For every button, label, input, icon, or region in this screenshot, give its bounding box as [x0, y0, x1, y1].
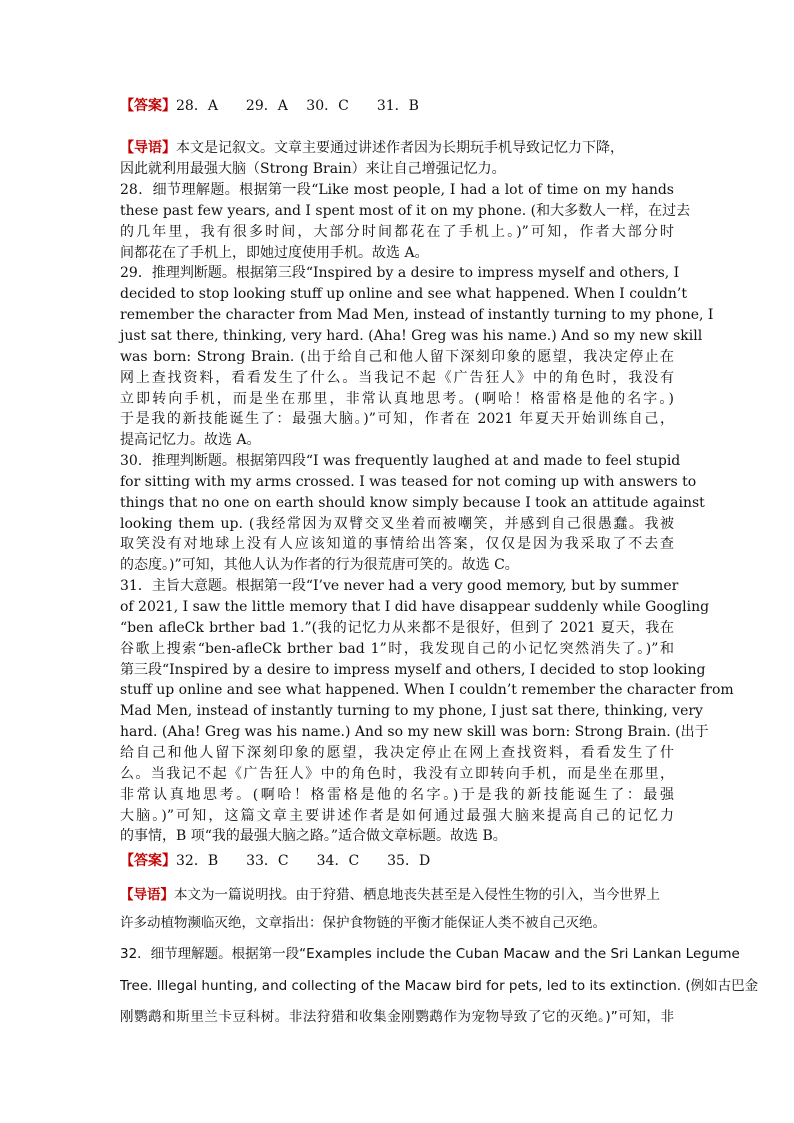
intro2-line-2: 许多动植物濒临灭绝，文章指出：保护食物链的平衡才能保证人类不被自己灭绝。: [120, 915, 606, 931]
text-line: Tree. Illegal hunting, and collecting of the Macaw bird for pets, led to its extinction. (例如古巴金: [120, 977, 759, 994]
text-line: 30．推理判断题。根据第四段“I was frequently laughed at and made to feel stupid: [120, 453, 681, 470]
text-line: 的事情，B 项“我的最强大脑之路。”适合做文章标题。故选 B。: [120, 828, 507, 845]
text-line: “ben afleCk brther bad 1.”(我的记忆力从来都不是很好，但到了 2021 夏天，我在: [120, 619, 674, 636]
text-line: 32．细节理解题。根据第一段“Examples include the Cuban Macaw and the Sri Lankan Legume: [120, 946, 740, 962]
text-line: 28．细节理解题。根据第一段“Like most people, I had a lot of time on my hands: [120, 182, 674, 198]
text-line: 网上查找资料，看看发生了什么。当我记不起《广告狂人》中的角色时，我没有: [120, 369, 674, 386]
text-line: hard. (Aha! Greg was his name.) And so my new skill was born: Strong Brain. (出于: [120, 724, 709, 741]
text-line: 立即转向手机，而是坐在那里，非常认真地思考。(啊哈！格雷格是他的名字。): [120, 390, 674, 407]
text-line: just sat there, thinking, very hard. (Aha! Greg was his name.) And so my new skill: [120, 327, 703, 344]
intro-text: 本文为一篇说明找。由于狩猎、栖息地丧失甚至是入侵性生物的引入，当今世界上: [174, 887, 660, 903]
text-line: 第三段“Inspired by a desire to impress myself and others, I decided to stop looking: [120, 661, 706, 678]
text-line: was born: Strong Brain. (出于给自己和他人留下深刻印象的愿望，我决定停止在: [120, 348, 674, 365]
text-line: 31．主旨大意题。根据第一段“I’ve never had a very good memory, but by summer: [120, 578, 679, 595]
answer-values: 28．A 29．A 30．C 31．B: [176, 98, 419, 114]
text-line: for sitting with my arms crossed. I was teased for not coming up with answers to: [120, 473, 697, 490]
answer-tag: 【答案】: [120, 853, 176, 869]
text-line: 的态度。)”可知，其他人认为作者的行为很荒唐可笑的。故选 C。: [120, 557, 519, 574]
text-line: looking them up. (我经常因为双臂交叉坐着而被嘲笑，并感到自己很愚蠢。我被: [120, 515, 674, 532]
answer-line-32-35: [120, 851, 430, 871]
text-line: these past few years, and I spent most of it on my phone. (和大多数人一样，在过去: [120, 202, 691, 219]
text-line: 谷歌上搜索“ben-afleCk brther bad 1”时，我发现自己的小记忆突然消失了。)”和: [120, 640, 674, 657]
text-line: 取笑没有对地球上没有人应该知道的事情给出答案，仅仅是因为我采取了不去查: [120, 536, 674, 553]
text-line: stuff up online and see what happened. When I couldn’t remember the character from: [120, 682, 734, 699]
intro-line-1: [120, 138, 624, 158]
text-line: 于是我的新技能诞生了：最强大脑。)”可知，作者在 2021 年夏天开始训练自己，: [120, 411, 674, 428]
answer-tag: 【答案】: [120, 98, 176, 114]
text-line: Mad Men, instead of instantly turning to my phone, I just sat there, thinking, very: [120, 703, 703, 720]
text-line: 么。当我记不起《广告狂人》中的角色时，我没有立即转向手机，而是坐在那里，: [120, 765, 674, 782]
text-line: 29．推理判断题。根据第三段“Inspired by a desire to impress myself and others, I: [120, 265, 680, 282]
answer-values: 32．B 33．C 34．C 35．D: [176, 853, 431, 869]
intro-text: 本文是记叙文。文章主要通过讲述作者因为长期玩手机导致记忆力下降，: [176, 140, 624, 156]
intro2-line-1: [120, 885, 660, 905]
text-line: 提高记忆力。故选 A。: [120, 432, 261, 449]
text-line: 给自己和他人留下深刻印象的愿望，我决定停止在网上查找资料，看看发生了什: [120, 744, 674, 761]
intro-tag: 【导语】: [120, 140, 176, 156]
text-line: 非常认真地思考。(啊哈！格雷格是他的名字。)于是我的新技能诞生了：最强: [120, 786, 674, 803]
text-line: decided to stop looking stuff up online and see what happened. When I couldn’t: [120, 286, 688, 303]
text-line: of 2021, I saw the little memory that I did have disappear suddenly while Googling: [120, 599, 710, 615]
intro-line-2: 因此就利用最强大脑（Strong Brain）来让自己增强记忆力。: [120, 161, 506, 177]
text-line: remember the character from Mad Men, instead of instantly turning to my phone, I: [120, 307, 714, 324]
text-line: 大脑。)”可知，这篇文章主要讲述作者是如何通过最强大脑来提高自己的记忆力: [120, 807, 674, 824]
text-line: things that no one on earth should know simply because I took an attitude against: [120, 494, 705, 511]
text-line: 刚鹦鹉和斯里兰卡豆科树。非法狩猎和收集金刚鹦鹉作为宠物导致了它的灭绝。)”可知，非: [120, 1009, 674, 1025]
text-line: 的几年里，我有很多时间，大部分时间都花在了手机上。)”可知，作者大部分时: [120, 223, 674, 240]
intro-tag: 【导语】: [120, 887, 174, 903]
answer-line-28-31: [120, 96, 419, 116]
text-line: 间都花在了手机上，即她过度使用手机。故选 A。: [120, 244, 429, 261]
